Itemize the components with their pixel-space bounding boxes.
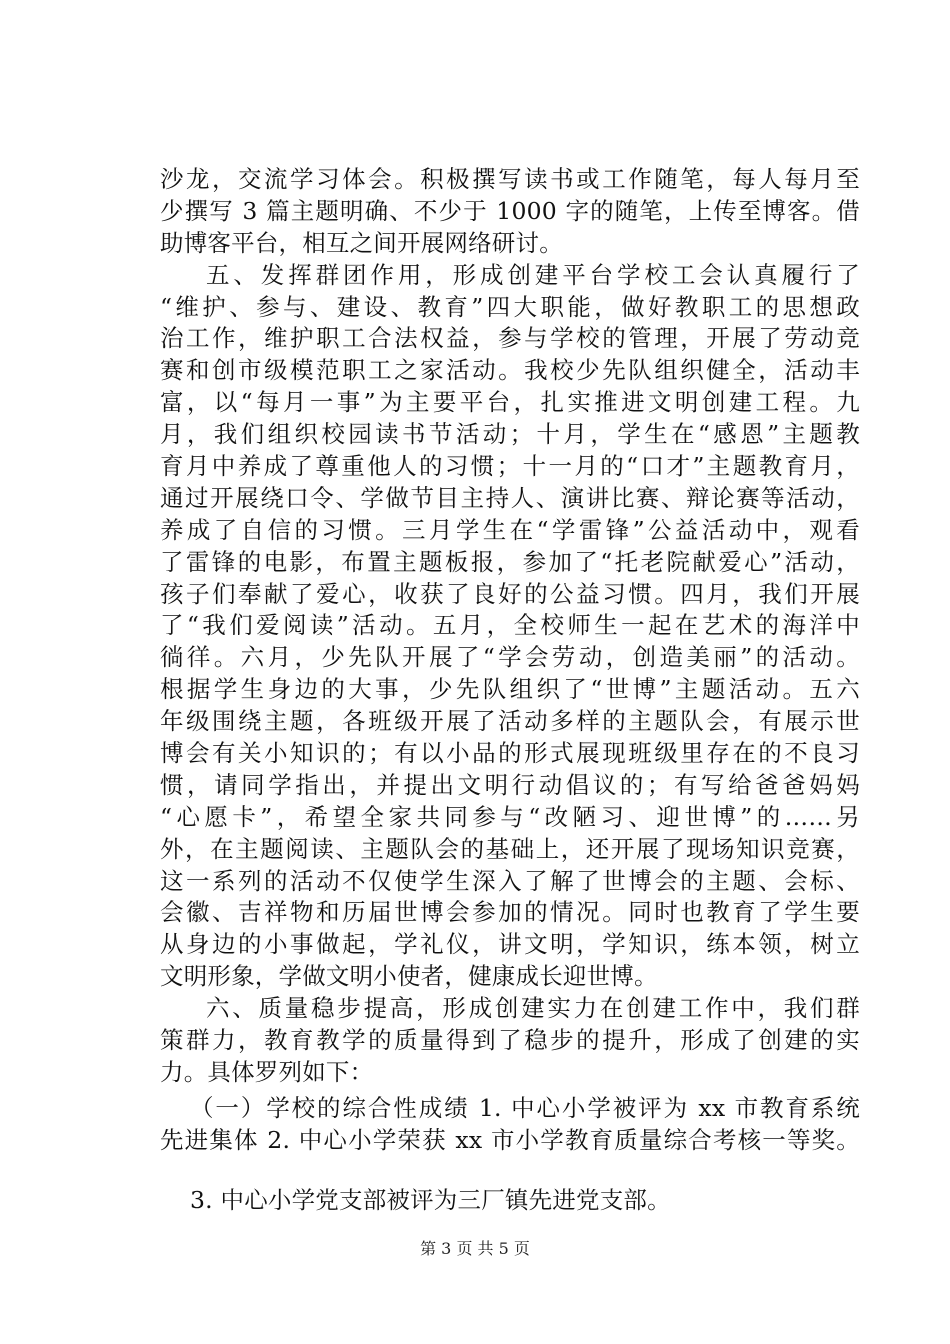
text-line: 外，在主题阅读、主题队会的基础上，还开展了现场知识竞赛， (160, 834, 860, 863)
subsection-heading: （一）学校的综合性成绩 1. 中心小学被评为 xx 市教育系统 (190, 1093, 860, 1122)
text-line: 根据学生身边的大事，少先队组织了“世博”主题活动。五六 (160, 675, 860, 704)
text-line: 治工作，维护职工合法权益，参与学校的管理，开展了劳动竞 (160, 324, 860, 353)
text-line: 助博客平台，相互之间开展网络研讨。 (160, 228, 563, 257)
text-line: 养成了自信的习惯。三月学生在“学雷锋”公益活动中，观看 (160, 515, 860, 544)
text-line: 沙龙，交流学习体会。积极撰写读书或工作随笔，每人每月至 (160, 165, 860, 193)
text-line: 这一系列的活动不仅使学生深入了解了世博会的主题、会标、 (160, 866, 860, 895)
text-line: 会徽、吉祥物和历届世博会参加的情况。同时也教育了学生要 (160, 898, 860, 927)
text-line: 了“我们爱阅读”活动。五月，全校师生一起在艺术的海洋中 (160, 611, 860, 640)
document-body (160, 164, 860, 1217)
text-line: 育月中养成了尊重他人的习惯；十一月的“口才”主题教育月， (160, 452, 860, 481)
paragraph-heading-five: 五、发挥群团作用，形成创建平台学校工会认真履行了 (206, 260, 860, 289)
text-line: 博会有关小知识的；有以小品的形式展现班级里存在的不良习 (160, 739, 860, 768)
text-line: 了雷锋的电影，布置主题板报，参加了“托老院献爱心”活动， (160, 547, 860, 576)
text-line: 富，以“每月一事”为主要平台，扎实推进文明创建工程。九 (160, 388, 860, 417)
text-line: 通过开展绕口令、学做节目主持人、演讲比赛、辩论赛等活动， (160, 483, 860, 512)
text-line: 孩子们奉献了爱心，收获了良好的公益习惯。四月，我们开展 (160, 579, 860, 608)
text-line: 从身边的小事做起，学礼仪，讲文明，学知识，练本领，树立 (160, 930, 860, 959)
text-line: 策群力，教育教学的质量得到了稳步的提升，形成了创建的实 (160, 1026, 860, 1055)
text-line: 少撰写 3 篇主题明确、不少于 1000 字的随笔，上传至博客。借 (160, 196, 860, 225)
text-line: 月，我们组织校园读书节活动；十月，学生在“感恩”主题教 (160, 420, 860, 449)
paragraph-heading-six: 六、质量稳步提高，形成创建实力在创建工作中，我们群 (206, 994, 860, 1023)
text-line: “维护、参与、建设、教育”四大职能，做好教职工的思想政 (160, 292, 860, 321)
text-line: 年级围绕主题，各班级开展了活动多样的主题队会，有展示世 (160, 707, 860, 736)
text-line: 赛和创市级模范职工之家活动。我校少先队组织健全，活动丰 (160, 356, 860, 385)
text-line: “心愿卡”，希望全家共同参与“改陋习、迎世博”的……另 (160, 802, 860, 831)
text-line: 力。具体罗列如下： (160, 1057, 374, 1086)
text-line: 先进集体 2. 中心小学荣获 xx 市小学教育质量综合考核一等奖。 (160, 1125, 860, 1154)
text-line: 徜徉。六月，少先队开展了“学会劳动，创造美丽”的活动。 (160, 643, 860, 672)
page-number-footer: 第 3 页 共 5 页 (420, 1239, 530, 1258)
text-line: 3. 中心小学党支部被评为三厂镇先进党支部。 (190, 1185, 671, 1214)
text-line: 惯，请同学指出，并提出文明行动倡议的；有写给爸爸妈妈 (160, 770, 860, 799)
text-line: 文明形象，学做文明小使者，健康成长迎世博。 (160, 962, 658, 991)
